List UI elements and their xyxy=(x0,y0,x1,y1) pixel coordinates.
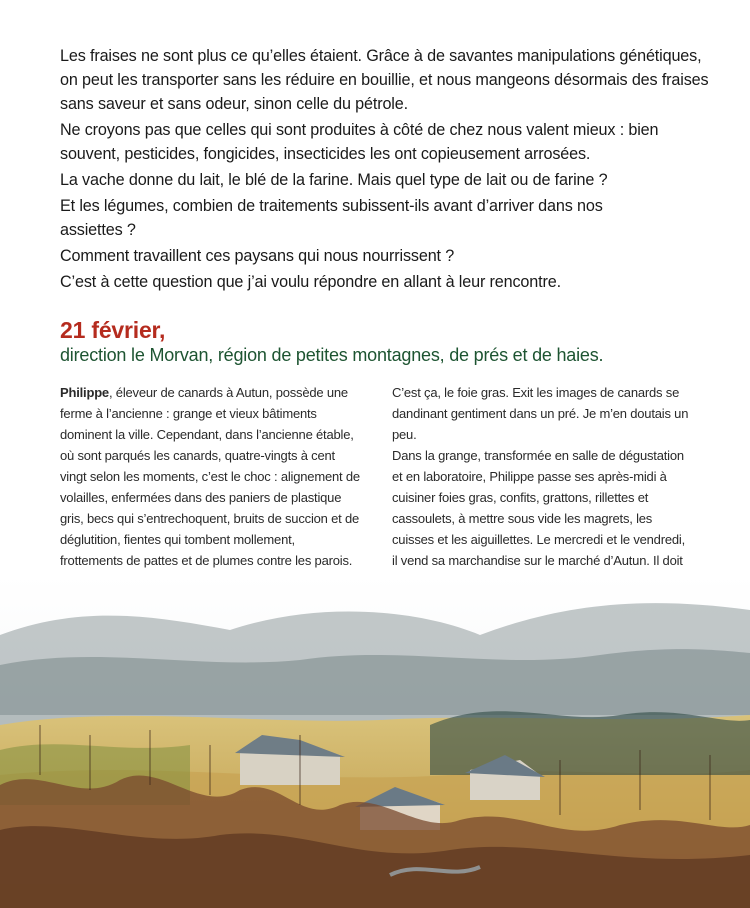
right-paragraph: Dans la grange, transformée en salle de dégustation et en laboratoire, Philippe passe ses après-midi à cuisiner foies gras, confits, grattons, rillettes et cassoulets, à mettre sous vide les magrets, les cuisses et les aiguillettes. Le mercredi et le vendredi, il vend sa marchandise sur le marché d’Autun. Il doit xyxy=(392,448,686,568)
intro-paragraph: Ne croyons pas que celles qui sont produites à côté de chez nous valent mieux : bien souvent, pesticides, fongicides, insecticides les ont copieusement arrosées. xyxy=(60,121,659,163)
intro-paragraph: Les fraises ne sont plus ce qu’elles étaient. Grâce à de savantes manipulations génétiques, on peut les transporter sans les réduire en bouillie, et nous mangeons désormais des fraises sans saveur et sans odeur, sinon celle du pétrole. xyxy=(60,47,709,113)
left-column xyxy=(60,382,360,571)
intro-paragraph: C’est à cette question que j’ai voulu répondre en allant à leur rencontre. xyxy=(60,273,561,291)
left-paragraph xyxy=(60,382,360,571)
intro-paragraph: Et les légumes, combien de traitements subissent-ils avant d’arriver dans nos assiettes ? xyxy=(60,197,603,239)
intro-paragraph: Comment travaillent ces paysans qui nous nourrissent ? xyxy=(60,247,455,265)
intro-text xyxy=(60,44,710,296)
right-column xyxy=(392,382,692,592)
right-paragraph: C’est ça, le foie gras. Exit les images de canards se dandinant gentiment dans un pré. Je m’en doutais un peu. xyxy=(392,385,689,442)
person-name: Philippe xyxy=(60,385,109,400)
landscape-watercolor-illustration xyxy=(0,575,750,908)
section-date: 21 février, xyxy=(60,317,166,343)
left-paragraph-text: , éleveur de canards à Autun, possède une ferme à l’ancienne : grange et vieux bâtiments dominent la ville. Cependant, dans l’ancienne étable, où sont parqués les canards, quatre-vingts à cent vingt selon les moments, c’est le choc : alignement de volailles, enfermées dans des paniers de plastique gris, becs qui s’entrechoquent, bruits de succion et de déglutition, fientes qui tombent mollement, frottements de pattes et de plumes contre les parois. xyxy=(60,385,360,568)
intro-paragraph: La vache donne du lait, le blé de la farine. Mais quel type de lait ou de farine ? xyxy=(60,171,608,189)
section-subtitle: direction le Morvan, région de petites montagnes, de prés et de haies. xyxy=(60,345,604,365)
